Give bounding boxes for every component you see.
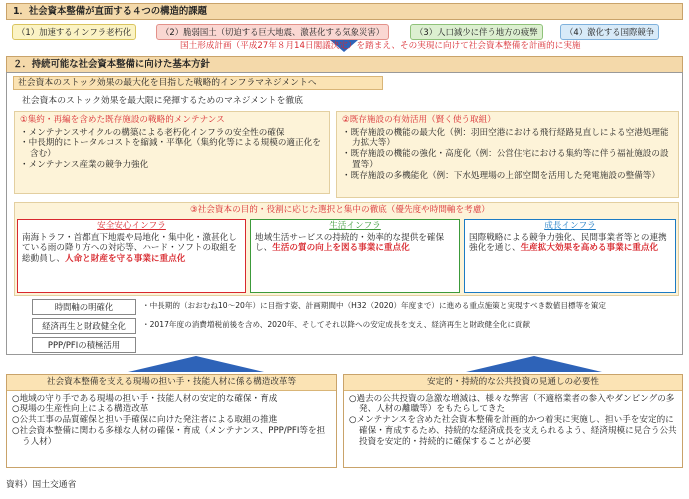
box-effective-use	[336, 111, 679, 198]
box-workforce-item: ○公共工事の品質確保と担い手確保に向けた発注者による取組の推進	[12, 415, 278, 426]
strategy-subtitle: 社会資本のストック効果を最大限に発揮するためのマネジメントを徹底	[22, 96, 303, 106]
box-workforce	[6, 374, 337, 468]
row-economy-label: 経済再生と財政健全化	[32, 318, 136, 334]
box-workforce-item: ○社会資本整備に関わる多様な人材の確保・育成（メンテナンス、PPP/PFI等を担う人材）	[12, 425, 326, 447]
box-public-investment-item: ○過去の公共投資の急激な増減は、様々な弊害（不適格業者の参入やダンピングの多発、人材の離職等）をもたらしてきた	[349, 393, 675, 415]
box-maintenance-item: ・メンテナンスサイクルの構築による老朽化インフラの安全性の確保	[20, 127, 285, 138]
row-time-axis-text: ・中長期的（おおむね10～20年）に目指す姿、計画期間中（H32（2020）年度まで）に進める重点施策と実現すべき数値目標等を策定	[142, 301, 606, 310]
pillar-life-highlight: 生活の質の向上を図る事業に重点化	[272, 243, 410, 254]
box-effective-use-item: ・既存施設の機能の強化・高度化（例：公営住宅における集約等に伴う福祉施設の設置等）	[342, 149, 669, 170]
box-maintenance-item: ・メンテナンス産業の競争力強化	[20, 159, 149, 170]
box-maintenance	[14, 111, 330, 194]
pillar-life-title: 生活インフラ	[329, 221, 381, 231]
section1-title: 1．社会資本整備が直面する４つの構造的課題	[6, 3, 683, 20]
box-public-investment	[343, 374, 683, 468]
box-effective-use-item: ・既存施設の多機能化（例：下水処理場の上部空間を活用した発電施設の整備等）	[342, 170, 660, 181]
pillar-life	[250, 219, 460, 293]
box-workforce-title: 社会資本整備を支える現場の担い手・技能人材に係る構造改革等	[7, 375, 336, 391]
issue-depopulation: （3）人口減少に伴う地方の疲弊	[410, 24, 543, 40]
source-note: 資料）国土交通省	[6, 480, 77, 490]
box-effective-use-item: ・既存施設の機能の最大化（例：羽田空港における飛行経路見直しによる空港処理能力拡大等）	[342, 127, 669, 149]
box-public-investment-title: 安定的・持続的な公共投資の見通しの必要性	[344, 375, 682, 391]
issue-competition: （4）激化する国際競争	[560, 24, 659, 40]
box-selection-focus-title: ③社会資本の目的・役割に応じた選択と集中の徹底（優先度や時間軸を考慮）	[190, 205, 490, 215]
strategy-title: 社会資本のストック効果の最大化を目指した戦略的インフラマネジメントへ	[13, 76, 383, 90]
pillar-life-text: 地域生活サービスの持続的・効率的な提供を確保し、	[255, 232, 445, 254]
pillar-growth-text: 国際戦略による競争力強化、民間事業者等との連携強化を通じ、	[469, 232, 667, 254]
plan-note: 国土形成計画（平成27年８月14日閣議決定）を踏まえ、その実現に向けて社会資本整備を計画的に実施	[180, 41, 581, 51]
section2-title: ２．持続可能な社会資本整備に向けた基本方針	[6, 56, 683, 73]
box-workforce-item: ○現場の生産性向上による構造改革	[12, 404, 149, 415]
row-economy-text: ・2017年度の消費増税前後を含め、2020年、そしてそれ以降への安定成長を支え、経済再生と財政健全化に貢献	[142, 320, 531, 329]
pillar-growth-title: 成長インフラ	[544, 221, 596, 231]
issue-aging: （1）加速するインフラ老朽化	[12, 24, 136, 40]
box-maintenance-title: ①集約・再編を含めた既存施設の戦略的メンテナンス	[20, 115, 225, 125]
box-workforce-item: ○地域の守り手である現場の担い手・技能人材の安定的な確保・育成	[12, 393, 278, 404]
pillar-growth	[464, 219, 676, 293]
pillar-safety-text: 南海トラフ・首都直下地震や局地化・集中化・激甚化している雨の降り方への対応等、ハード・ソフトの取組を総動員し、	[22, 232, 237, 265]
up-arrow-right-icon	[466, 356, 602, 372]
up-arrow-left-icon	[128, 356, 264, 372]
row-ppp-label: PPP/PFIの積極活用	[32, 337, 136, 353]
row-time-axis-label: 時間軸の明確化	[32, 299, 136, 315]
box-public-investment-item: ○メンテナンスを含めた社会資本整備を計画的かつ着実に実施し、担い手を安定的に確保・育成するため、持続的な経済成長を支えられるよう、経済規模に見合う公共投資を安定的・持続的に確保することが必要	[349, 415, 677, 447]
pillar-safety	[17, 219, 246, 293]
issue-vulnerable-land: （2）脆弱国土（切迫する巨大地震、激甚化する気象災害）	[156, 24, 389, 40]
pillar-safety-highlight: 人命と財産を守る事業に重点化	[64, 254, 186, 265]
pillar-safety-title: 安全安心インフラ	[97, 221, 166, 231]
pillar-growth-highlight: 生産拡大効果を高める事業に重点化	[520, 243, 659, 254]
box-effective-use-title: ②既存施設の有効活用（賢く使う取組）	[342, 115, 496, 125]
box-maintenance-item: ・中長期的にトータルコストを縮減・平準化（集約化等による規模の適正化を含む）	[20, 138, 321, 160]
